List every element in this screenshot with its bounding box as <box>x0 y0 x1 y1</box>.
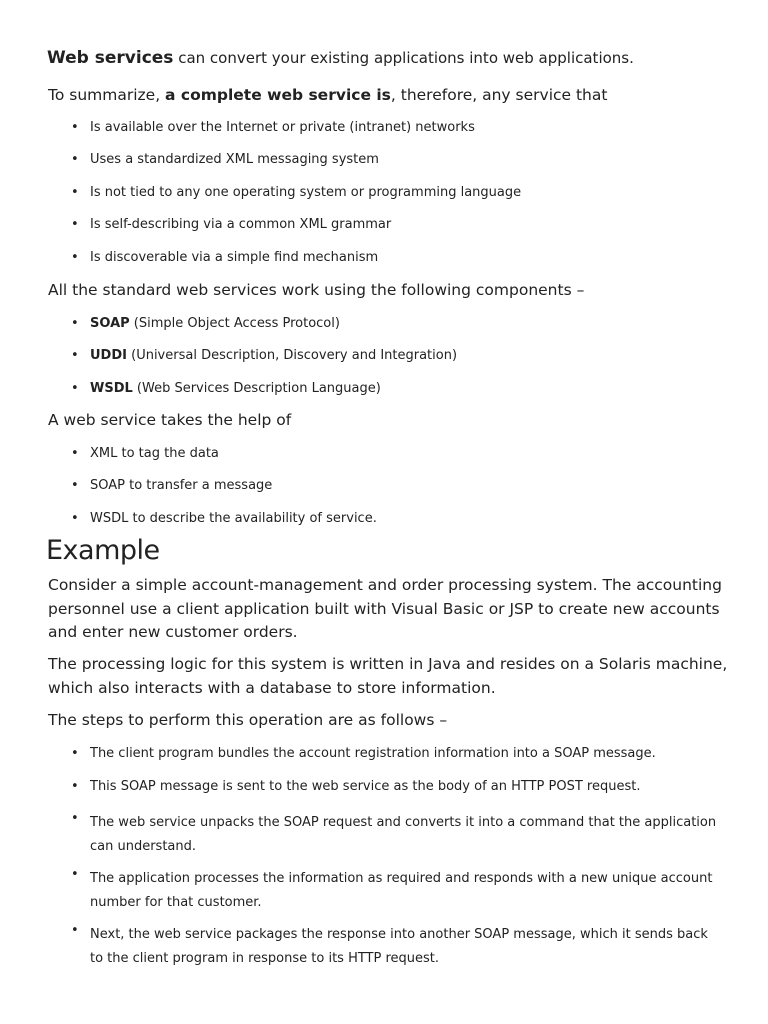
list-item-text <box>90 381 381 396</box>
component-desc: (Simple Object Access Protocol) <box>129 316 340 331</box>
intro-line <box>47 48 634 68</box>
list-item-text: XML to tag the data <box>90 446 219 461</box>
list-item-text: SOAP to transfer a message <box>90 478 273 493</box>
bullet-icon: • <box>71 185 79 200</box>
bullet-icon: • <box>71 867 79 882</box>
list-item-text: The client program bundles the account registration information into a SOAP message. <box>90 746 656 761</box>
bullet-icon: • <box>71 348 79 363</box>
bullet-icon: • <box>71 746 79 761</box>
component-name: SOAP <box>90 316 130 331</box>
list-item-text: Is available over the Internet or private (intranet) networks <box>90 120 475 135</box>
component-name: UDDI <box>90 348 127 363</box>
summary-prefix: To summarize, <box>48 86 166 104</box>
component-desc: (Universal Description, Discovery and Integration) <box>126 348 458 363</box>
bullet-icon: • <box>71 779 79 794</box>
bullet-icon: • <box>71 152 79 167</box>
list-item-text <box>90 316 340 331</box>
components-intro: All the standard web services work using the following components – <box>48 281 585 299</box>
summary-suffix: , therefore, any service that <box>390 86 608 104</box>
list-item-text: The application processes the information as required and responds with a new unique account number for that customer. <box>90 871 713 910</box>
intro-text: can convert your existing applications into web applications. <box>173 49 634 67</box>
intro-term: Web services <box>47 48 174 68</box>
help-intro: A web service takes the help of <box>48 411 292 429</box>
list-item-text: Is discoverable via a simple find mechanism <box>90 250 379 265</box>
bullet-icon: • <box>71 923 79 938</box>
list-item-text: Next, the web service packages the response into another SOAP message, which it sends back to the client program in response to its HTTP request. <box>90 927 708 966</box>
component-name: WSDL <box>90 381 133 396</box>
component-desc: (Web Services Description Language) <box>132 381 381 396</box>
bullet-icon: • <box>71 316 79 331</box>
bullet-icon: • <box>71 511 79 526</box>
list-item-text: WSDL to describe the availability of service. <box>90 511 377 526</box>
bullet-icon: • <box>71 250 79 265</box>
summary-line <box>48 86 607 104</box>
list-item-text: Uses a standardized XML messaging system <box>90 152 379 167</box>
bullet-icon: • <box>71 478 79 493</box>
list-item-text: The web service unpacks the SOAP request and converts it into a command that the application can understand. <box>90 815 717 854</box>
bullet-icon: • <box>71 811 79 826</box>
list-item-text: This SOAP message is sent to the web service as the body of an HTTP POST request. <box>90 779 641 794</box>
example-heading: Example <box>46 535 160 566</box>
example-paragraph: Consider a simple account-management and order processing system. The accounting personnel use a client application built with Visual Basic or JSP to create new accounts and enter new customer orders. <box>48 576 722 641</box>
bullet-icon: • <box>71 217 79 232</box>
bullet-icon: • <box>71 120 79 135</box>
summary-bold: a complete web service is <box>165 86 391 104</box>
example-paragraph: The steps to perform this operation are as follows – <box>48 711 448 729</box>
example-paragraph: The processing logic for this system is written in Java and resides on a Solaris machine, which also interacts with a database to store information. <box>48 655 728 697</box>
list-item-text: Is not tied to any one operating system or programming language <box>90 185 522 200</box>
list-item-text: Is self-describing via a common XML grammar <box>90 217 392 232</box>
list-item-text <box>90 348 457 363</box>
bullet-icon: • <box>71 446 79 461</box>
bullet-icon: • <box>71 381 79 396</box>
